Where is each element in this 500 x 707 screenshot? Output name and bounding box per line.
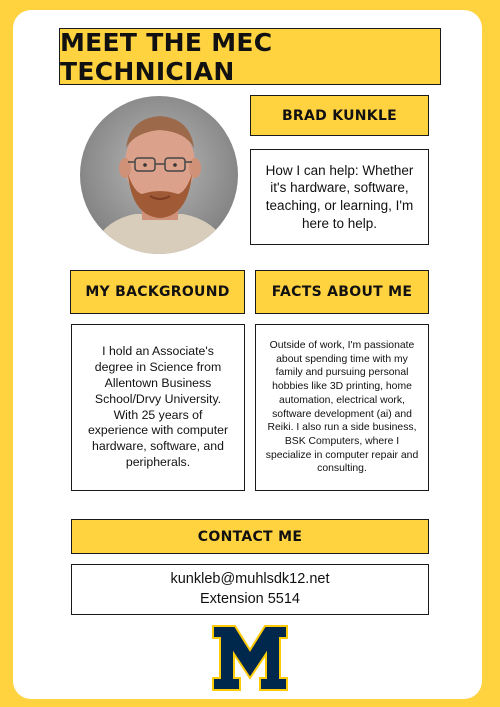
- contact-details: [71, 564, 429, 615]
- phone-extension: Extension 5514: [200, 590, 300, 607]
- page-title: MEET THE MEC TECHNICIAN: [59, 28, 441, 85]
- email-address[interactable]: kunkleb@muhlsdk12.net: [170, 570, 330, 587]
- block-m-logo: [211, 624, 289, 692]
- contact-heading: CONTACT ME: [71, 519, 429, 554]
- profile-photo: [80, 96, 238, 254]
- background-heading: MY BACKGROUND: [70, 270, 245, 314]
- help-statement: How I can help: Whether it's hardware, software, teaching, or learning, I'm here to help.: [250, 149, 429, 245]
- facts-heading: FACTS ABOUT ME: [255, 270, 429, 314]
- background-text: I hold an Associate's degree in Science from Allentown Business School/Drvy University. With 25 years of experience with computer hardware, software, and peripherals.: [71, 324, 245, 491]
- facts-text: Outside of work, I'm passionate about spending time with my family and pursuing personal hobbies like 3D printing, home automation, electrical work, software development (ai) and Reiki. I also run a side business, BSK Computers, where I specialize in computer repair and consulting.: [255, 324, 429, 491]
- technician-name: BRAD KUNKLE: [250, 95, 429, 136]
